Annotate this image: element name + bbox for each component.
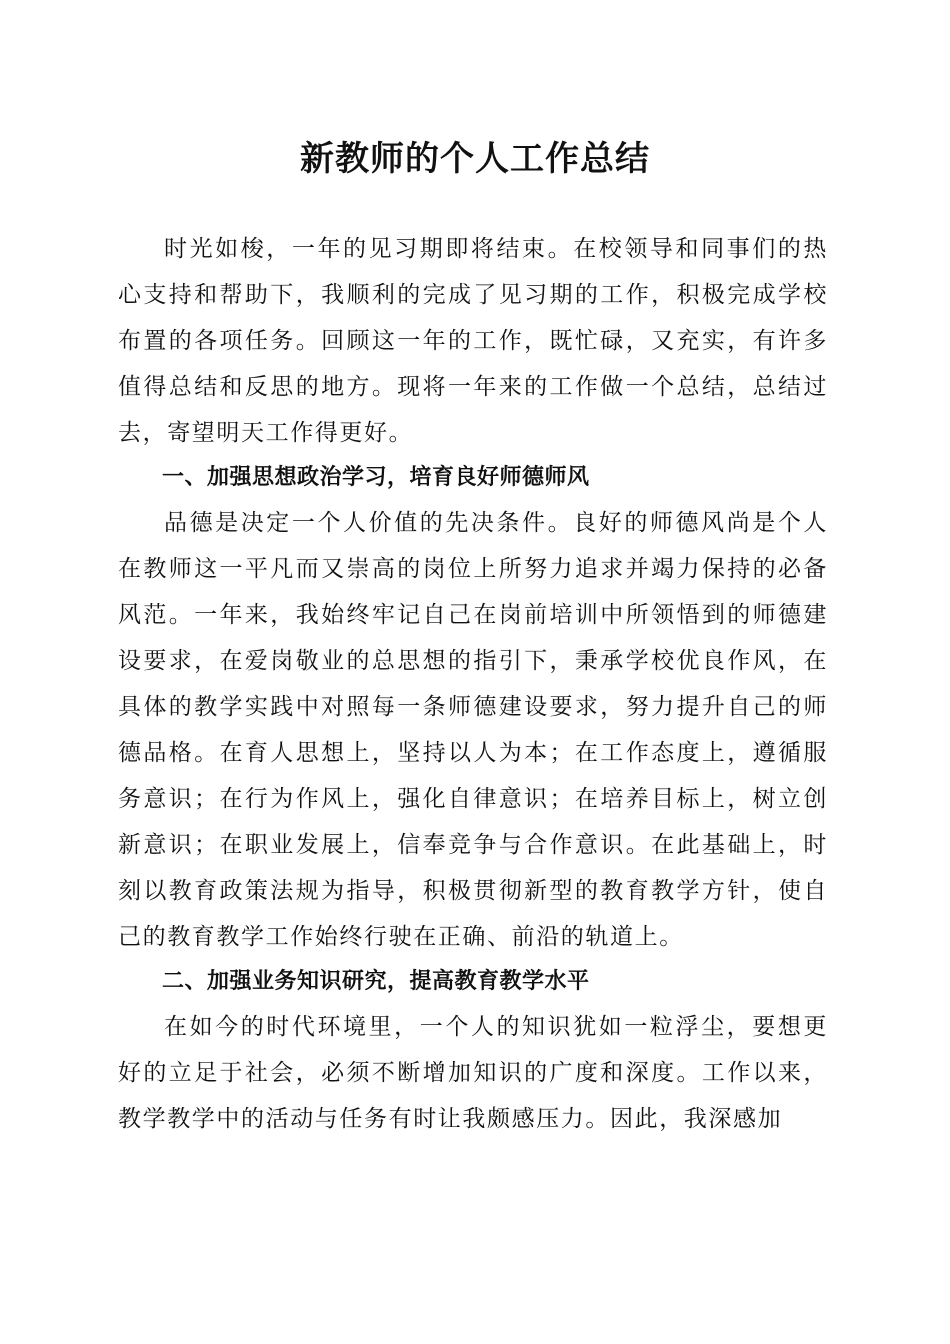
section-paragraph-1: 品德是决定一个人价值的先决条件。良好的师德风尚是个人在教师这一平凡而又崇高的岗位上所努力追求并竭力保持的必备风范。一年来，我始终牢记自己在岗前培训中所领悟到的师德建设要求，在爱岗敬业的总思想的指引下，秉承学校优良作风，在具体的教学实践中对照每一条师德建设要求，努力提升自己的师德品格。在育人思想上，坚持以人为本；在工作态度上，遵循服务意识；在行为作风上，强化自律意识；在培养目标上，树立创新意识；在职业发展上，信奉竞争与合作意识。在此基础上，时刻以教育政策法规为指导，积极贯彻新型的教育教学方针，使自己的教育教学工作始终行驶在正确、前沿的轨道上。 — [118, 510, 828, 950]
section-paragraph-2: 在如今的时代环境里，一个人的知识犹如一粒浮尘，要想更好的立足于社会，必须不断增加知识的广度和深度。工作以来，教学教学中的活动与任务有时让我颇感压力。因此，我深感加 — [118, 1014, 828, 1132]
document-body — [118, 226, 828, 1142]
intro-paragraph: 时光如梭，一年的见习期即将结束。在校领导和同事们的热心支持和帮助下，我顺利的完成了见习期的工作，积极完成学校布置的各项任务。回顾这一年的工作，既忙碌，又充实，有许多值得总结和反思的地方。现将一年来的工作做一个总结，总结过去，寄望明天工作得更好。 — [118, 236, 828, 446]
section-heading-2: 二、加强业务知识研究，提高教育教学水平 — [162, 969, 590, 994]
document-title: 新教师的个人工作总结 — [300, 139, 650, 179]
section-heading-1: 一、加强思想政治学习，培育良好师德师风 — [162, 465, 590, 490]
